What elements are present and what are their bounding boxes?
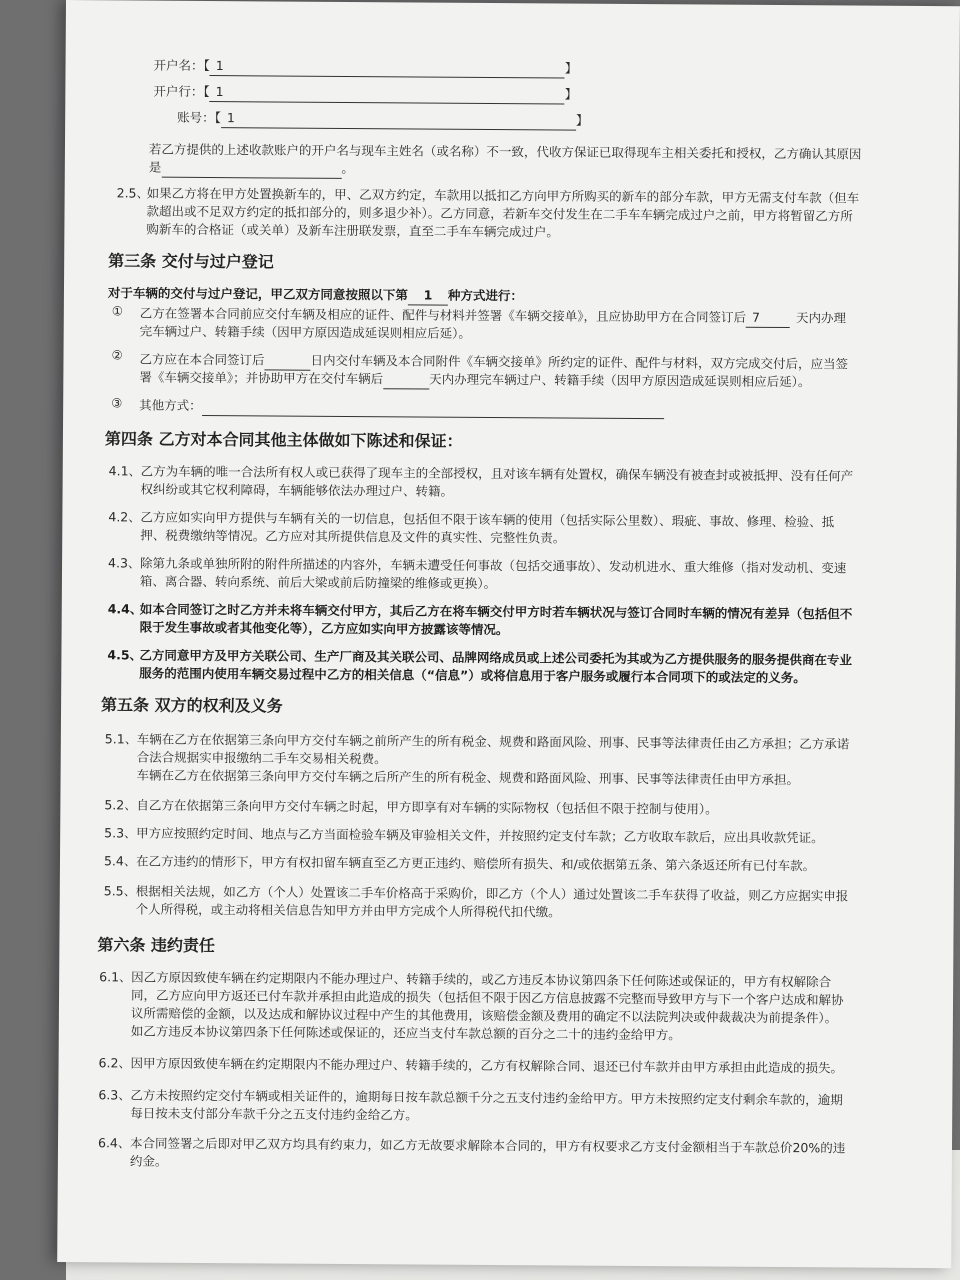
contract-page [57, 0, 960, 1268]
clause-5-5-line-1: 根据相关法规，如乙方（个人）处置该二手车价格高于采购价，即乙方（个人）通过处置该二手车获得了收益，则乙方应据实申报 [135, 883, 849, 904]
clause-4-2-line-1: 乙方应如实向甲方提供与车辆有关的一切信息，包括但不限于该车辆的使用（包括实际公里数）、瑕疵、事故、修理、检验、抵 [140, 509, 835, 530]
clause-6-4-number: 6.4、 [97, 1135, 131, 1151]
clause-6-1-line-2: 同，乙方应向甲方返还已付车款并承担由此造成的损失（包括但不限于因乙方信息披露不完整而导致甲方与下一个客户达成和解协 [131, 987, 844, 1008]
option-2-line-1: 乙方应在本合同签订后 日内交付车辆及本合同附件《车辆交接单》所约定的证件、配件与材料，双方完成交付后，应当签 [139, 351, 849, 372]
clause-6-3-line-2: 每日按未支付部分车款千分之五支付违约金给乙方。 [130, 1105, 418, 1123]
clause-5-2-line-1: 自乙方在依据第三条向甲方交付车辆之时起，甲方即享有对车辆的实际物权（包括但不限于控制与使用）。 [136, 797, 718, 817]
clause-5-1-line-3: 车辆在乙方在依据第三条向甲方交付车辆之后所产生的所有税金、规费和路面风险、刑事、民事等法律责任由甲方承担。 [136, 767, 800, 788]
option-1-line-1: 乙方在签署本合同前应交付车辆及相应的证件、配件与材料并签署《车辆交接单》，且应协助甲方在合同签订后 7 天内办理 [140, 305, 846, 329]
clause-5-1-line-2: 合法合规据实申报缴纳二手车交易相关税费。 [136, 749, 387, 767]
clause-6-1-number: 6.1、 [99, 969, 132, 985]
account-no-field[interactable]: 1 [221, 109, 576, 130]
option-2-transfer-days-field[interactable] [383, 370, 429, 389]
account-no-label: 账号： [177, 109, 215, 126]
article-3-intro: 对于车辆的交付与过户登记，甲乙双方同意按照以下第 1 种方式进行： [108, 284, 523, 306]
account-no-row: 账号：【 1 】 [177, 109, 588, 131]
clause-6-1-line-3: 议所需赔偿的金额，以及达成和解协议过程中产生的其他费用，该赔偿金额及费用的确定不以法院判决或仲裁裁决为前提条件）。 [130, 1005, 838, 1026]
account-reason-line-2: 是 。 [149, 159, 354, 179]
option-3-field[interactable] [202, 397, 664, 419]
article-5-heading: 第五条 双方的权利及义务 [101, 695, 283, 716]
article-3-heading: 第三条 交付与过户登记 [108, 251, 274, 272]
clause-4-3-line-1: 除第九条或单独所附的附件所描述的内容外，车辆未遭受任何事故（包括交通事故）、发动机进水、重大维修（指对发动机、变速 [140, 555, 847, 576]
clause-5-1-number: 5.1、 [104, 731, 138, 747]
clause-2-5-number: 2.5、 [116, 185, 150, 201]
clause-5-4-line-1: 在乙方违约的情形下，甲方有权扣留车辆直至乙方更正违约、赔偿所有损失、和/或依据第五条、第六条返还所有已付车款。 [135, 853, 816, 874]
clause-5-2-number: 5.2、 [104, 797, 137, 813]
option-2-line-2: 署《车辆交接单》；并协助甲方在交付车辆后 天内办理完车辆过户、转籍手续（因甲方原因造成延误则相应后延）。 [139, 369, 811, 390]
clause-4-3-number: 4.3、 [108, 555, 141, 571]
clause-5-1-line-1: 车辆在乙方在依据第三条向甲方交付车辆之前所产生的所有税金、规费和路面风险、刑事、民事等法律责任由乙方承担；乙方承诺 [136, 731, 850, 752]
option-1-mark: ① [111, 303, 124, 319]
clause-4-2-number: 4.2、 [108, 509, 141, 525]
clause-6-3-line-1: 乙方未按照约定交付车辆或相关证件的，逾期每日按车款总额千分之五支付违约金给甲方。甲方未按照约定支付剩余车款的，逾期 [130, 1087, 843, 1108]
clause-4-5-line-2: 服务的范围内使用车辆交易过程中乙方的相关信息（“信息”）或将信息用于客户服务或履行本合同项下的或法定的义务。 [139, 665, 806, 686]
clause-6-1-line-4: 如乙方违反本协议第四条下任何陈述或保证的，还应当支付车款总额的百分之二十的违约金给甲方。 [130, 1023, 681, 1043]
clause-4-1-number: 4.1、 [108, 463, 142, 479]
clause-2-5-line-2: 款超出或不足双方约定的抵扣部分的，则多退少补）。乙方同意，若新车交付发生在二手车车辆完成过户之前，甲方将暂留乙方所 [146, 203, 853, 224]
clause-4-1-line-1: 乙方为车辆的唯一合法所有权人或已获得了现车主的全部授权，且对该车辆有处置权，确保车辆没有被查封或被抵押、没有任何产 [140, 463, 854, 484]
clause-4-4-line-2: 限于发生事故或者其他变化等），乙方应如实向甲方披露该等情况。 [139, 619, 509, 638]
clause-5-3-number: 5.3、 [104, 825, 137, 841]
clause-4-4-line-1: 如本合同签订之时乙方并未将车辆交付甲方，其后乙方在将车辆交付甲方时若车辆状况与签订合同时车辆的情况有差异（包括但不 [139, 601, 853, 622]
clause-4-5-line-1: 乙方同意甲方及甲方关联公司、生产厂商及其关联公司、品牌网络成员或上述公司委托为其或为乙方提供服务的服务提供商在专业 [139, 647, 852, 668]
account-name-label: 开户名： [153, 57, 204, 73]
clause-5-4-number: 5.4、 [103, 853, 137, 869]
clause-6-2-number: 6.2、 [98, 1055, 132, 1071]
article-4-heading: 第四条 乙方对本合同其他主体做如下陈述和保证： [104, 429, 463, 451]
clause-2-5-line-3: 购新车的合格证（或关单）及新车注册联发票，直至二手车车辆完成过户。 [146, 221, 559, 240]
account-bank-field[interactable]: 1 [210, 83, 565, 104]
clause-6-2-line-1: 因甲方原因致使车辆在约定期限内不能办理过户、转籍手续的，乙方有权解除合同、退还已付车款并由甲方承担由此造成的损失。 [130, 1055, 844, 1076]
account-name-row: 开户名：【 1 】 [153, 57, 577, 79]
clause-5-5-number: 5.5、 [103, 883, 137, 899]
clause-5-5-line-2: 个人所得税，或主动将相关信息告知甲方并由甲方完成个人所得税代扣代缴。 [135, 901, 561, 920]
clause-4-2-line-2: 押、税费缴纳等情况。乙方应对其所提供信息及文件的真实性、完整性负责。 [140, 527, 566, 546]
option-3-mark: ③ [111, 395, 123, 411]
clause-2-5-line-1: 如果乙方将在甲方处置换新车的，甲、乙双方约定，车款用以抵扣乙方向甲方所购买的新车的部分车款，甲方无需支付车款（但车 [146, 185, 860, 206]
account-reason-line-1: 若乙方提供的上述收款账户的开户名与现车主姓名（或名称）不一致，代收方保证已取得现车主相关委托和授权，乙方确认其原因 [148, 141, 862, 162]
clause-6-1-line-1: 因乙方原因致使车辆在约定期限内不能办理过户、转籍手续的，或乙方违反本协议第四条下任何陈述或保证的，甲方有权解除合 [131, 969, 832, 990]
method-number-field[interactable]: 1 [408, 286, 448, 305]
account-bank-label: 开户行： [153, 83, 204, 99]
account-bank-row: 开户行：【 1 】 [153, 83, 577, 105]
clause-4-3-line-2: 箱、离合器、转向系统、前后大梁或前后防撞梁的维修或更换）。 [139, 573, 497, 592]
clause-4-4-number: 4.4、 [107, 601, 143, 617]
clause-6-4-line-2: 约金。 [129, 1153, 168, 1169]
account-name-field[interactable]: 1 [210, 57, 565, 78]
clause-6-3-number: 6.3、 [98, 1087, 131, 1103]
option-1-days-field[interactable]: 7 [746, 309, 790, 328]
option-3-line: 其他方式： [139, 397, 664, 420]
reason-field[interactable] [161, 159, 341, 179]
clause-4-5-number: 4.5、 [107, 647, 143, 663]
clause-6-4-line-1: 本合同签署之后即对甲乙双方均具有约束力，如乙方无故要求解除本合同的，甲方有权要求乙方支付金额相当于车款总价20%的违 [129, 1135, 846, 1156]
clause-5-3-line-1: 甲方应按照约定时间、地点与乙方当面检验车辆及审验相关文件，并按照约定支付车款；乙方收取车款后，应出具收款凭证。 [136, 825, 824, 846]
clause-4-1-line-2: 权纠纷或其它权利障碍，车辆能够依法办理过户、转籍。 [140, 481, 454, 499]
contract-content [97, 40, 932, 1169]
option-1-line-2: 完车辆过户、转籍手续（因甲方原因造成延误则相应后延）。 [139, 323, 472, 341]
option-2-days-field[interactable] [264, 351, 310, 370]
article-6-heading: 第六条 违约责任 [97, 935, 216, 956]
option-2-mark: ② [111, 347, 123, 363]
